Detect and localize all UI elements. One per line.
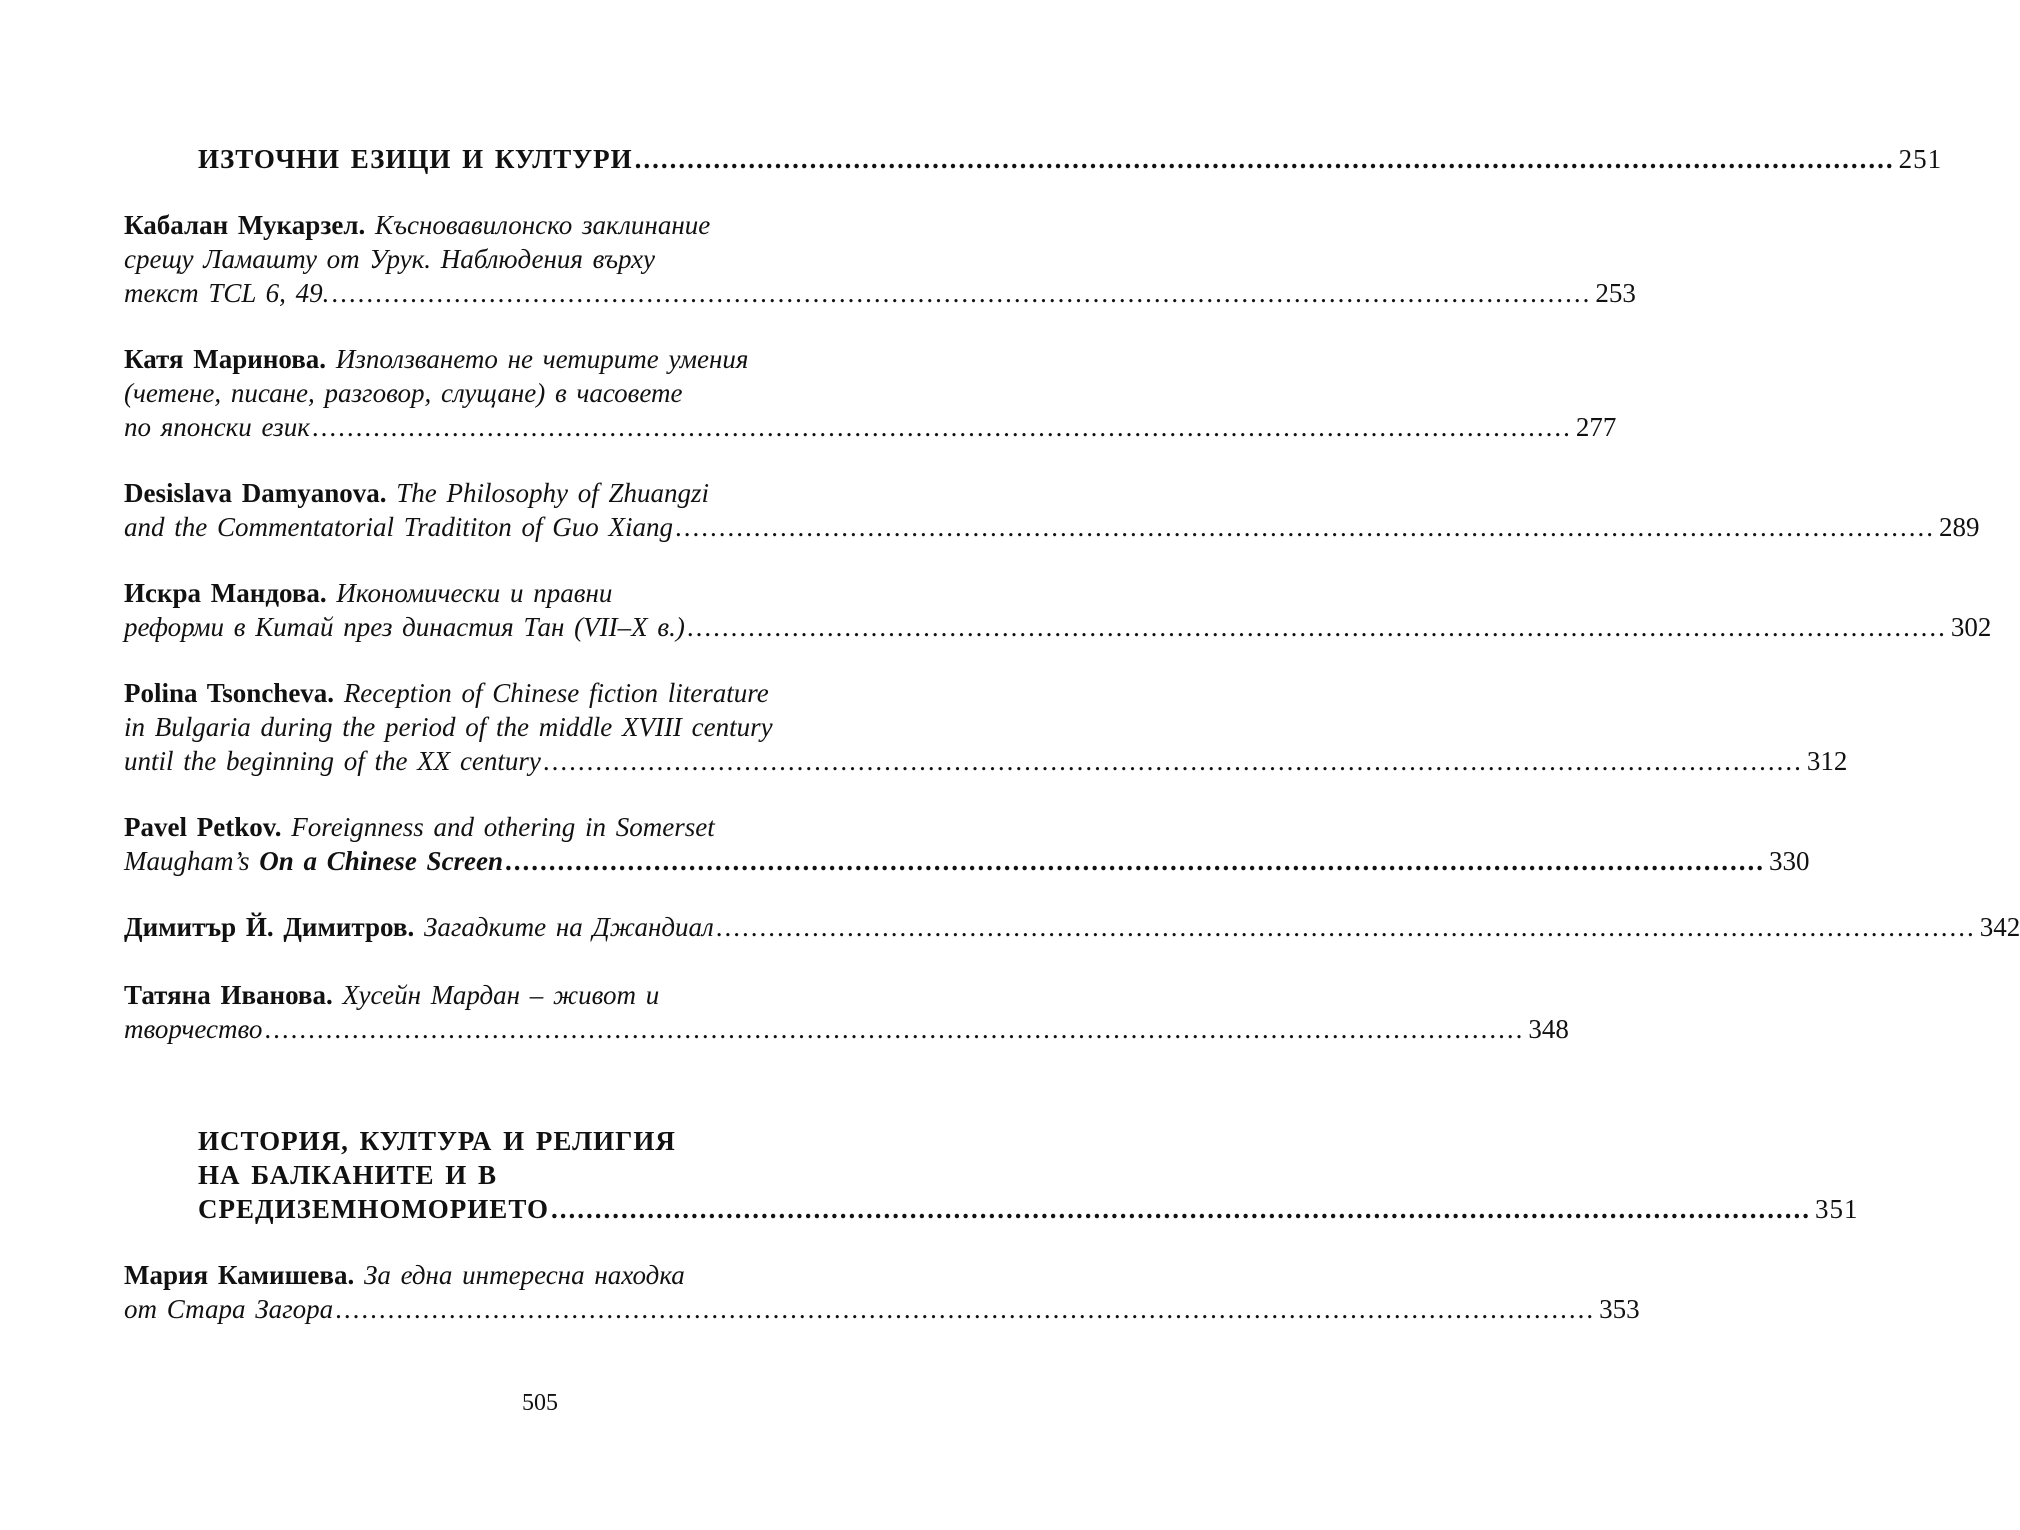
toc-entry-line — [124, 342, 904, 376]
page-number: 351 — [1814, 1194, 1859, 1224]
entry-title: Maugham’s — [124, 846, 250, 876]
entry-title: текст TCL 6, 49. — [124, 278, 330, 308]
toc-entry-line — [124, 1012, 1569, 1046]
page-number: 289 — [1939, 512, 1980, 542]
entry-title: срещу Ламашту от Урук. Наблюдения върху — [124, 244, 655, 274]
dot-leader: ................................................................................................................................................ — [335, 1294, 1596, 1324]
entry-title: until the beginning of the XX century — [124, 746, 541, 776]
section-heading — [198, 142, 1943, 176]
page-number: 353 — [1599, 1294, 1640, 1324]
page-number: 253 — [1595, 278, 1636, 308]
page-folio: 505 — [522, 1390, 558, 1416]
entry-author: Димитър Й. Димитров. — [124, 912, 415, 942]
entry-title: Късновавилонско заклинание — [375, 210, 711, 240]
toc-entry-line — [124, 810, 904, 844]
entry-title: За една интересна находка — [363, 1260, 685, 1290]
dot-leader: ................................................................................................................................................ — [634, 144, 1895, 174]
toc-entry-line — [124, 978, 904, 1012]
entry-title: реформи в Китай през династия Тан (VII–X в.) — [124, 612, 685, 642]
dot-leader: ................................................................................................................................................ — [311, 412, 1572, 442]
entry-title: Загадките на Джандиал — [423, 912, 714, 942]
entry-title: Reception of Chinese fiction literature — [343, 678, 769, 708]
entry-title-emphasis: On a Chinese Screen — [259, 846, 504, 876]
toc-entry-line — [124, 410, 1617, 444]
toc-entry-line — [124, 610, 1992, 644]
toc-entry-line — [124, 476, 904, 510]
section-title: СРЕДИЗЕМНОМОРИЕТО — [198, 1194, 549, 1224]
page-number: 251 — [1898, 144, 1943, 174]
page-number: 302 — [1950, 612, 1992, 642]
entry-author: Desislava Damyanova. — [124, 478, 387, 508]
toc-entry-line — [124, 242, 904, 276]
page-number: 348 — [1528, 1014, 1569, 1044]
entry-title: Foreignness and othering in Somerset — [291, 812, 715, 842]
dot-leader: ................................................................................................................................................ — [675, 512, 1936, 542]
section-title: НА БАЛКАНИТЕ И В — [198, 1160, 497, 1190]
section-title: ИСТОРИЯ, КУЛТУРА И РЕЛИГИЯ — [198, 1126, 676, 1156]
toc-entry-line — [124, 376, 904, 410]
page-number: 277 — [1575, 412, 1617, 442]
toc-entry-line — [124, 1258, 904, 1292]
section-heading — [198, 1192, 1859, 1226]
entry-title: (четене, писане, разговор, слущане) в часовете — [124, 378, 683, 408]
entry-author: Кабалан Мукарзел. — [124, 210, 366, 240]
toc-entry-line — [124, 510, 1980, 544]
section-heading — [198, 1124, 904, 1158]
toc-entry-line — [124, 710, 904, 744]
toc-entry-line — [124, 576, 904, 610]
section-heading — [198, 1158, 904, 1192]
entry-title: от Стара Загора — [124, 1294, 334, 1324]
toc-entry-line — [124, 844, 1810, 878]
entry-title: Икономически и правни — [336, 578, 613, 608]
entry-title: творчество — [124, 1014, 263, 1044]
page-number: 312 — [1806, 746, 1848, 776]
toc-entry-line — [124, 208, 904, 242]
dot-leader: ................................................................................................................................................ — [264, 1014, 1525, 1044]
toc-entry-line — [124, 676, 904, 710]
entry-author: Polina Tsoncheva. — [124, 678, 335, 708]
page-number: 330 — [1769, 846, 1810, 876]
entry-author: Pavel Petkov. — [124, 812, 282, 842]
entry-author: Мария Камишева. — [124, 1260, 355, 1290]
entry-title: по японски език — [124, 412, 310, 442]
entry-author: Катя Маринова. — [124, 344, 327, 374]
entry-author: Татяна Иванова. — [124, 980, 333, 1010]
entry-title: The Philosophy of Zhuangzi — [396, 478, 710, 508]
entry-title: in Bulgaria during the period of the middle XVIII century — [124, 712, 773, 742]
page-number: 342 — [1979, 912, 2020, 942]
entry-author: Искра Мандова. — [124, 578, 327, 608]
dot-leader: ................................................................................................................................................ — [686, 612, 1947, 642]
toc-entry-line — [124, 1292, 1640, 1326]
dot-leader: ................................................................................................................................................ — [550, 1194, 1811, 1224]
dot-leader: ................................................................................................................................................ — [331, 278, 1592, 308]
dot-leader: ................................................................................................................................................ — [715, 912, 1976, 942]
toc-entry-line — [124, 910, 2020, 944]
toc-entry-line — [124, 276, 1636, 310]
section-title: ИЗТОЧНИ ЕЗИЦИ И КУЛТУРИ — [198, 144, 633, 174]
entry-title: Използването не четирите умения — [335, 344, 749, 374]
dot-leader: ................................................................................................................................................ — [505, 846, 1766, 876]
toc-entry-line — [124, 744, 1848, 778]
entry-title: and the Commentatorial Tradititon of Guo Xiang — [124, 512, 674, 542]
dot-leader: ................................................................................................................................................ — [542, 746, 1803, 776]
entry-title: Хусейн Мардан – живот и — [342, 980, 660, 1010]
